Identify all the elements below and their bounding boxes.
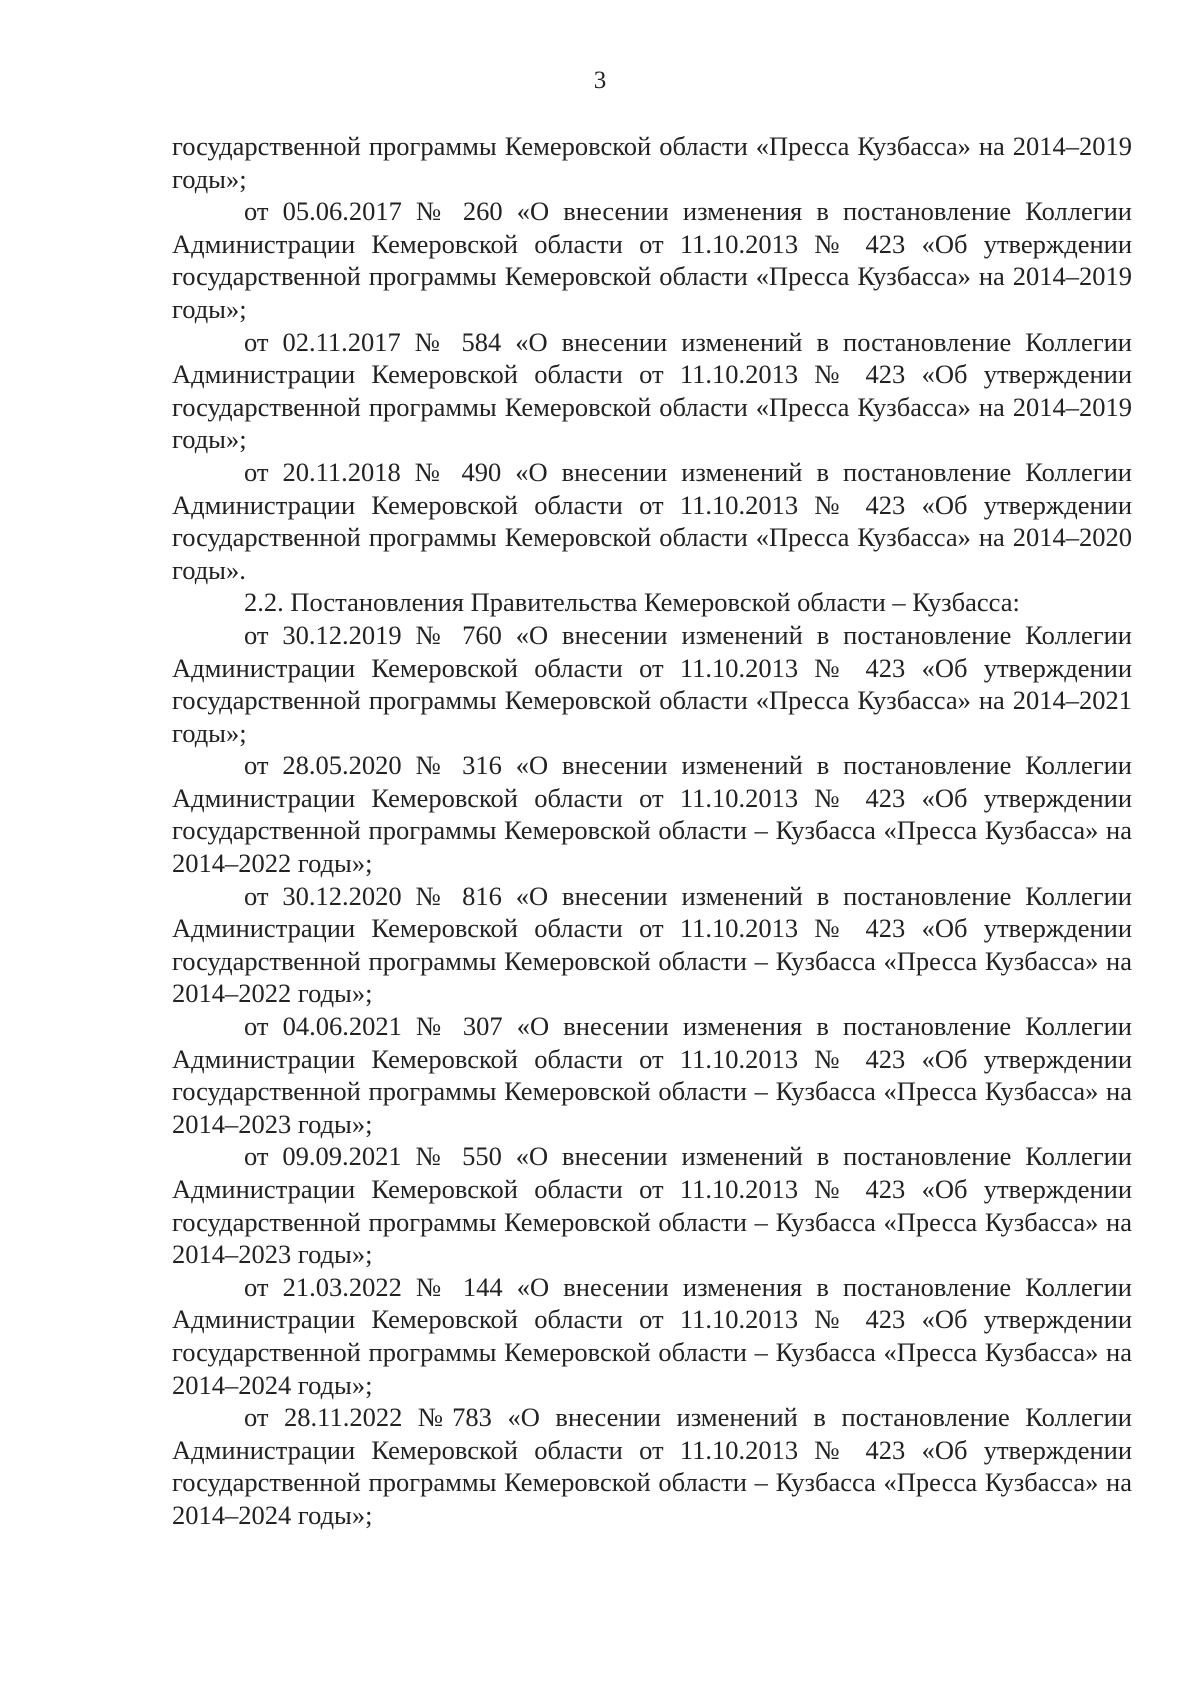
paragraph-resolution-2020-316: от 28.05.2020 № 316 «О внесении изменений в постановление Коллегии Администрации Кемеровской области от 11.10.2013 № 423 «Об утверждении государственной программы Кемеровской области – Кузбасса «Пресса Кузбасса» на 2014–2022 годы»; [172, 750, 1132, 879]
paragraph-resolution-2017-260: от 05.06.2017 № 260 «О внесении изменения в постановление Коллегии Администрации Кемеровской области от 11.10.2013 № 423 «Об утверждении государственной программы Кемеровской области «Пресса Кузбасса» на 2014–2019 годы»; [172, 196, 1132, 324]
paragraph-resolution-2022-783: от 28.11.2022 №783 «О внесении изменений в постановление Коллегии Администрации Кемеровской области от 11.10.2013 № 423 «Об утверждении государственной программы Кемеровской области – Кузбасса «Пресса Кузбасса» на 2014–2024 годы»; [172, 1402, 1132, 1530]
paragraph-resolution-2019-760: от 30.12.2019 № 760 «О внесении изменений в постановление Коллегии Администрации Кемеровской области от 11.10.2013 № 423 «Об утверждении государственной программы Кемеровской области «Пресса Кузбасса» на 2014–2021 годы»; [172, 619, 1132, 748]
paragraph-resolution-2017-584: от 02.11.2017 № 584 «О внесении изменений в постановление Коллегии Администрации Кемеровской области от 11.10.2013 № 423 «Об утверждении государственной программы Кемеровской области «Пресса Кузбасса» на 2014–2019 годы»; [172, 326, 1132, 455]
paragraph-resolution-2020-816: от 30.12.2020 № 816 «О внесении изменений в постановление Коллегии Администрации Кемеровской области от 11.10.2013 № 423 «Об утверждении государственной программы Кемеровской области – Кузбасса «Пресса Кузбасса» на 2014–2022 годы»; [172, 880, 1132, 1009]
paragraph-resolution-2018-490: от 20.11.2018 № 490 «О внесении изменений в постановление Коллегии Администрации Кемеровской области от 11.10.2013 № 423 «Об утверждении государственной программы Кемеровской области «Пресса Кузбасса» на 2014–2020 годы». [172, 456, 1132, 585]
section-heading-2-2: 2.2. Постановления Правительства Кемеровской области – Кузбасса: [244, 587, 1020, 618]
paragraph-resolution-2022-144: от 21.03.2022 № 144 «О внесении изменения в постановление Коллегии Администрации Кемеровской области от 11.10.2013 № 423 «Об утверждении государственной программы Кемеровской области – Кузбасса «Пресса Кузбасса» на 2014–2024 годы»; [172, 1271, 1132, 1400]
paragraph-resolution-2021-307: от 04.06.2021 № 307 «О внесении изменения в постановление Коллегии Администрации Кемеровской области от 11.10.2013 № 423 «Об утверждении государственной программы Кемеровской области – Кузбасса «Пресса Кузбасса» на 2014–2023 годы»; [172, 1011, 1132, 1139]
paragraph-continuation: государственной программы Кемеровской области «Пресса Кузбасса» на 2014–2019 годы»; [172, 131, 1132, 194]
page-number: 3 [593, 67, 607, 94]
document-body [172, 130, 1132, 1532]
paragraph-resolution-2021-550: от 09.09.2021 № 550 «О внесении изменений в постановление Коллегии Администрации Кемеровской области от 11.10.2013 № 423 «Об утверждении государственной программы Кемеровской области – Кузбасса «Пресса Кузбасса» на 2014–2023 годы»; [172, 1141, 1132, 1270]
